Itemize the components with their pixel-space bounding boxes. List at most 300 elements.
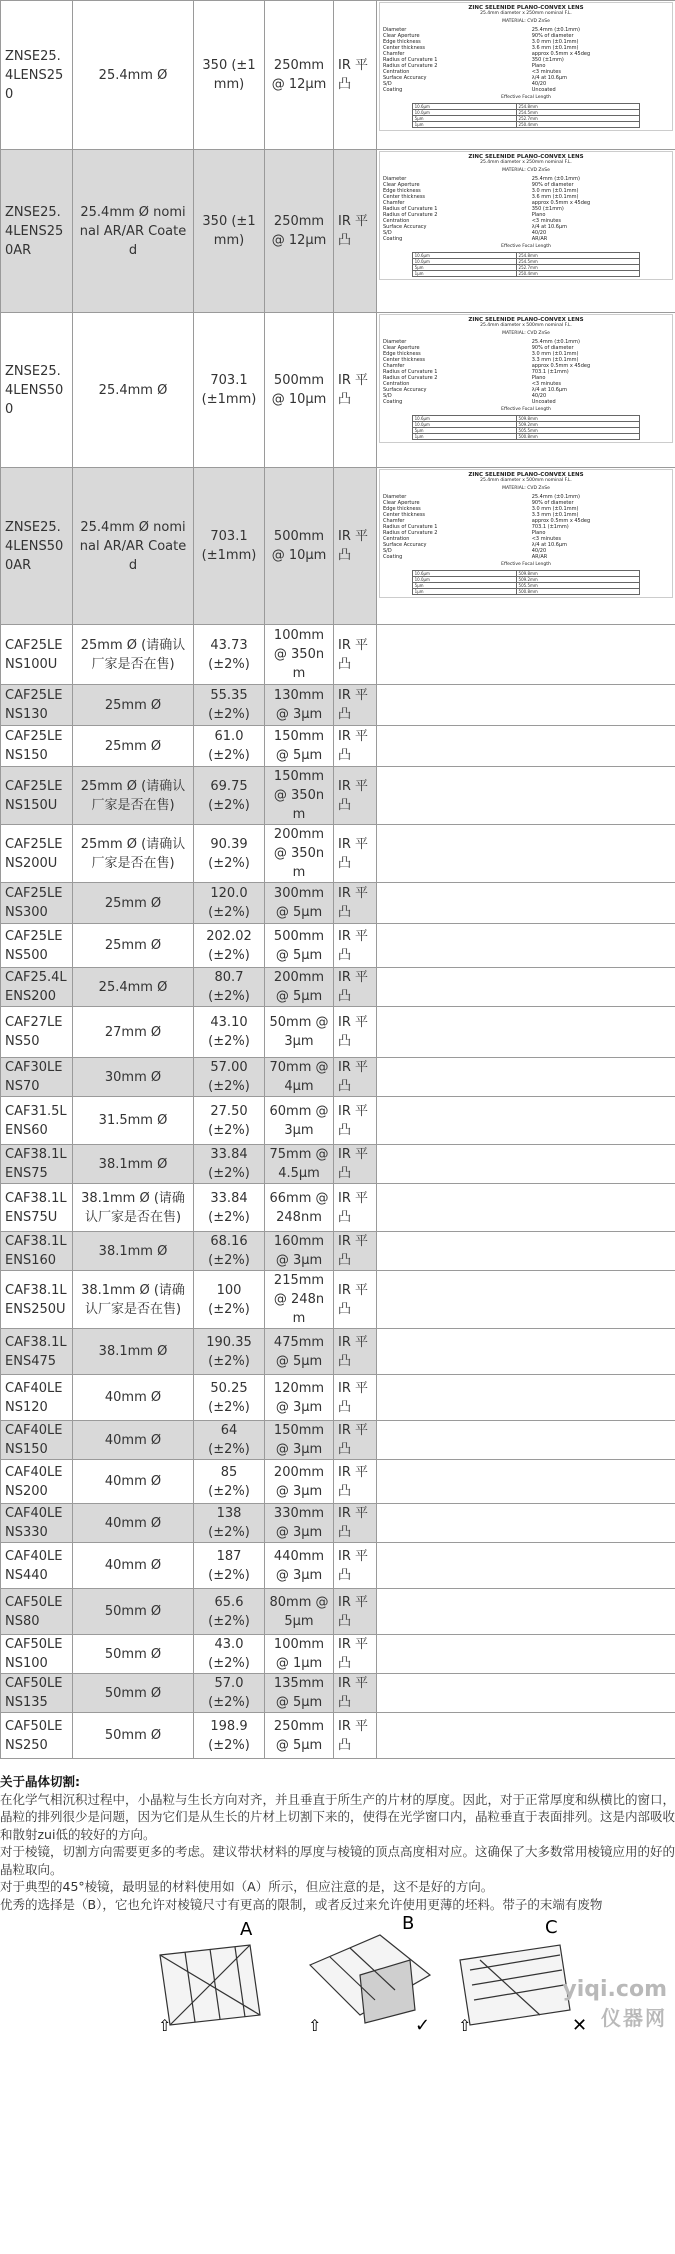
table-row	[1, 313, 675, 468]
focal-wavelength: 10.6μm	[412, 571, 516, 577]
cell-diameter: 25mm Ø	[73, 685, 194, 726]
focal-length: 254.5mm	[516, 259, 640, 265]
cell-diameter: 40mm Ø	[73, 1543, 194, 1589]
watermark-url: yiqi.com	[562, 1977, 667, 2002]
datasheet-spec-row	[383, 554, 669, 560]
crystal-cutting-notes	[0, 1759, 675, 1913]
focal-wavelength: 1μm	[412, 434, 516, 440]
cell-category: IR 平凸	[334, 1504, 377, 1543]
cell-category: IR 平凸	[334, 1543, 377, 1589]
cross-icon: ✕	[572, 2015, 588, 2033]
cell-diameter: 27mm Ø	[73, 1007, 194, 1058]
table-row	[1, 1097, 675, 1145]
spec-value: approx 0.5mm x 45deg	[531, 518, 591, 524]
cell-model: CAF50LENS135	[1, 1674, 73, 1713]
cell-focal-length: 43.73 (±2%)	[194, 625, 265, 685]
cell-datasheet	[377, 468, 675, 625]
cell-wavelength: 200mm @ 350nm	[265, 825, 334, 883]
cell-category: IR 平凸	[334, 685, 377, 726]
spec-value: 25.4mm (±0.1mm)	[531, 494, 580, 500]
cell-category: IR 平凸	[334, 1589, 377, 1635]
cell-category: IR 平凸	[334, 1184, 377, 1232]
focal-length: 500.8mm	[516, 589, 640, 595]
focal-table-row	[412, 434, 640, 440]
focal-wavelength: 5μm	[412, 583, 516, 589]
spec-label: S/D	[383, 81, 392, 87]
spec-label: Chamfer	[383, 51, 405, 57]
table-row	[1, 1713, 675, 1759]
cell-focal-length: 64 (±2%)	[194, 1421, 265, 1460]
cell-category: IR 平凸	[334, 1007, 377, 1058]
watermark	[562, 1977, 667, 2031]
focal-length: 250.4mm	[516, 122, 640, 128]
spec-value: 3.6 mm (±0.1mm)	[531, 194, 579, 200]
table-row	[1, 685, 675, 726]
spec-label: Centration	[383, 218, 410, 224]
focal-table	[412, 415, 641, 440]
focal-wavelength: 10.6μm	[412, 416, 516, 422]
cell-datasheet	[377, 625, 675, 685]
spec-label: Clear Aperture	[383, 182, 420, 188]
cell-category: IR 平凸	[334, 468, 377, 625]
focal-table-row	[412, 271, 640, 277]
cell-category: IR 平凸	[334, 313, 377, 468]
cell-focal-length: 138 (±2%)	[194, 1504, 265, 1543]
spec-label: Centration	[383, 381, 410, 387]
cell-focal-length: 61.0 (±2%)	[194, 726, 265, 767]
cell-wavelength: 100mm @ 1μm	[265, 1635, 334, 1674]
cell-datasheet	[377, 150, 675, 313]
spec-value: 40/20	[531, 548, 547, 554]
focal-length: 250.4mm	[516, 271, 640, 277]
cell-wavelength: 440mm @ 3μm	[265, 1543, 334, 1589]
focal-table	[412, 252, 641, 277]
cell-diameter: 25.4mm Ø	[73, 1, 194, 150]
spec-label: S/D	[383, 230, 392, 236]
spec-value: 90% of diameter	[531, 345, 574, 351]
focal-table	[412, 570, 641, 595]
cell-focal-length: 80.7 (±2%)	[194, 968, 265, 1007]
table-row	[1, 1421, 675, 1460]
spec-value: 40/20	[531, 81, 547, 87]
spec-value: <3 minutes	[531, 381, 561, 387]
cell-diameter: 50mm Ø	[73, 1713, 194, 1759]
cell-model: CAF38.1LENS75	[1, 1145, 73, 1184]
table-row	[1, 468, 675, 625]
focal-length: 509.2mm	[516, 577, 640, 583]
spec-label: Chamfer	[383, 518, 405, 524]
table-row	[1, 1058, 675, 1097]
focal-length: 500.8mm	[516, 434, 640, 440]
cell-wavelength: 250mm @ 12μm	[265, 150, 334, 313]
cell-wavelength: 500mm @ 5μm	[265, 924, 334, 968]
datasheet-spec-row	[383, 236, 669, 242]
cell-wavelength: 66mm @ 248nm	[265, 1184, 334, 1232]
spec-value: 3.0 mm (±0.1mm)	[531, 506, 579, 512]
cell-datasheet	[377, 1421, 675, 1460]
cell-diameter: 40mm Ø	[73, 1375, 194, 1421]
spec-label: Radius of Curvature 2	[383, 212, 438, 218]
spec-label: Center thickness	[383, 194, 426, 200]
spec-value: <3 minutes	[531, 69, 561, 75]
focal-length: 509.2mm	[516, 422, 640, 428]
cell-datasheet	[377, 1674, 675, 1713]
cell-model: CAF50LENS80	[1, 1589, 73, 1635]
spec-value: 703.1 (±1mm)	[531, 369, 569, 375]
focal-length: 505.5mm	[516, 428, 640, 434]
spec-label: Clear Aperture	[383, 345, 420, 351]
datasheet-title: ZINC SELENIDE PLANO-CONVEX LENS	[468, 154, 584, 160]
spec-label: Centration	[383, 69, 410, 75]
spec-label: Surface Accuracy	[383, 224, 427, 230]
cell-diameter: 38.1mm Ø	[73, 1232, 194, 1271]
label-a: A	[240, 1919, 253, 1940]
cell-category: IR 平凸	[334, 1058, 377, 1097]
focal-wavelength: 5μm	[412, 116, 516, 122]
cell-diameter: 25mm Ø	[73, 726, 194, 767]
focal-table-title: Effective Focal Length	[501, 244, 551, 249]
cell-diameter: 50mm Ø	[73, 1635, 194, 1674]
cell-model: ZNSE25.4LENS250	[1, 1, 73, 150]
focal-wavelength: 10.6μm	[412, 104, 516, 110]
cell-diameter: 38.1mm Ø	[73, 1329, 194, 1375]
focal-length: 509.8mm	[516, 571, 640, 577]
spec-value: Plano	[531, 530, 546, 536]
cell-focal-length: 57.0 (±2%)	[194, 1674, 265, 1713]
table-row	[1, 767, 675, 825]
spec-label: Radius of Curvature 2	[383, 63, 438, 69]
cell-focal-length: 43.10 (±2%)	[194, 1007, 265, 1058]
focal-table-row	[412, 122, 640, 128]
cell-model: CAF40LENS330	[1, 1504, 73, 1543]
cell-diameter: 25.4mm Ø nominal AR/AR Coated	[73, 150, 194, 313]
spec-value: 40/20	[531, 393, 547, 399]
watermark-logo: 仪器网	[601, 2006, 667, 2030]
cell-category: IR 平凸	[334, 1713, 377, 1759]
cell-diameter: 31.5mm Ø	[73, 1097, 194, 1145]
cell-wavelength: 160mm @ 3μm	[265, 1232, 334, 1271]
spec-label: S/D	[383, 393, 392, 399]
spec-value: Uncoated	[531, 87, 556, 93]
cell-datasheet	[377, 924, 675, 968]
cell-category: IR 平凸	[334, 1635, 377, 1674]
spec-label: Radius of Curvature 2	[383, 530, 438, 536]
spec-value: Uncoated	[531, 399, 556, 405]
focal-wavelength: 1μm	[412, 122, 516, 128]
cell-category: IR 平凸	[334, 1, 377, 150]
notes-paragraph-4: 优秀的选择是（B），它也允许对棱镜尺寸有更高的限制，或者反过来允许使用更薄的坯料。带子的末端有废物	[0, 1896, 603, 1912]
spec-value: λ/4 at 10.6μm	[531, 387, 567, 393]
cell-model: CAF25LENS200U	[1, 825, 73, 883]
cell-category: IR 平凸	[334, 1145, 377, 1184]
cell-wavelength: 200mm @ 5μm	[265, 968, 334, 1007]
cell-datasheet	[377, 883, 675, 924]
cell-focal-length: 120.0 (±2%)	[194, 883, 265, 924]
spec-label: Center thickness	[383, 45, 426, 51]
spec-value: AR/AR	[531, 236, 548, 242]
cell-wavelength: 100mm @ 350nm	[265, 625, 334, 685]
cell-diameter: 25.4mm Ø	[73, 313, 194, 468]
datasheet-title: ZINC SELENIDE PLANO-CONVEX LENS	[468, 317, 584, 323]
cell-wavelength: 475mm @ 5μm	[265, 1329, 334, 1375]
table-row	[1, 1145, 675, 1184]
notes-paragraph-3: 对于典型的45°棱镜，最明显的材料使用如（A）所示，但应注意的是，这不是好的方向。	[0, 1879, 494, 1894]
cell-focal-length: 350 (±1mm)	[194, 150, 265, 313]
spec-label: Diameter	[383, 494, 407, 500]
cell-focal-length: 69.75 (±2%)	[194, 767, 265, 825]
cell-focal-length: 50.25 (±2%)	[194, 1375, 265, 1421]
cell-datasheet	[377, 726, 675, 767]
datasheet-material: MATERIAL: CVD ZnSe	[502, 331, 550, 336]
cell-wavelength: 300mm @ 5μm	[265, 883, 334, 924]
spec-value: <3 minutes	[531, 536, 561, 542]
cell-category: IR 平凸	[334, 1421, 377, 1460]
cell-focal-length: 55.35 (±2%)	[194, 685, 265, 726]
cell-wavelength: 150mm @ 5μm	[265, 726, 334, 767]
table-row	[1, 1674, 675, 1713]
cell-datasheet	[377, 825, 675, 883]
spec-label: Diameter	[383, 339, 407, 345]
cell-diameter: 25mm Ø (请确认厂家是否在售)	[73, 767, 194, 825]
table-row	[1, 1184, 675, 1232]
cell-focal-length: 33.84 (±2%)	[194, 1145, 265, 1184]
spec-value: 90% of diameter	[531, 33, 574, 39]
cell-diameter: 25mm Ø	[73, 883, 194, 924]
datasheet-subtitle: 25.4mm diameter x 500mm nominal F.L.	[480, 323, 572, 328]
focal-table-row	[412, 589, 640, 595]
notes-paragraph-1: 在化学气相沉积过程中，小晶粒与生长方向对齐，并且垂直于所生产的片材的厚度。因此，对于正常厚度和纵横比的窗口，晶粒的排列很少是问题，因为它们是从生长的片材上切割下来的，使得在光学窗口内，晶粒垂直于表面排列。这是内部吸收和散射zui低的较好的方向。	[0, 1791, 675, 1842]
cell-model: CAF38.1LENS250U	[1, 1271, 73, 1329]
cell-focal-length: 65.6 (±2%)	[194, 1589, 265, 1635]
cell-diameter: 38.1mm Ø (请确认厂家是否在售)	[73, 1184, 194, 1232]
datasheet-subtitle: 25.4mm diameter x 500mm nominal F.L.	[480, 478, 572, 483]
cell-model: ZNSE25.4LENS500AR	[1, 468, 73, 625]
spec-value: 3.0 mm (±0.1mm)	[531, 188, 579, 194]
cell-model: CAF40LENS120	[1, 1375, 73, 1421]
cell-focal-length: 68.16 (±2%)	[194, 1232, 265, 1271]
cell-wavelength: 200mm @ 3μm	[265, 1460, 334, 1504]
cell-wavelength: 50mm @ 3μm	[265, 1007, 334, 1058]
cell-diameter: 25.4mm Ø	[73, 968, 194, 1007]
cell-focal-length: 350 (±1mm)	[194, 1, 265, 150]
datasheet-thumbnail	[379, 469, 673, 598]
cell-focal-length: 703.1 (±1mm)	[194, 313, 265, 468]
cell-wavelength: 330mm @ 3μm	[265, 1504, 334, 1543]
cell-wavelength: 250mm @ 5μm	[265, 1713, 334, 1759]
spec-label: Surface Accuracy	[383, 542, 427, 548]
spec-label: Clear Aperture	[383, 33, 420, 39]
spec-label: Coating	[383, 399, 403, 405]
cell-model: CAF50LENS250	[1, 1713, 73, 1759]
cell-datasheet	[377, 1375, 675, 1421]
focal-table-title: Effective Focal Length	[501, 407, 551, 412]
table-row	[1, 726, 675, 767]
cell-diameter: 40mm Ø	[73, 1421, 194, 1460]
focal-wavelength: 10.0μm	[412, 110, 516, 116]
cell-datasheet	[377, 685, 675, 726]
datasheet-spec-row	[383, 399, 669, 405]
cell-datasheet	[377, 1232, 675, 1271]
cell-model: CAF31.5LENS60	[1, 1097, 73, 1145]
cell-datasheet	[377, 1713, 675, 1759]
cell-model: CAF27LENS50	[1, 1007, 73, 1058]
table-row	[1, 825, 675, 883]
cell-model: CAF40LENS200	[1, 1460, 73, 1504]
datasheet-thumbnail	[379, 314, 673, 443]
focal-wavelength: 10.0μm	[412, 577, 516, 583]
cell-datasheet	[377, 1589, 675, 1635]
cell-model: CAF25LENS100U	[1, 625, 73, 685]
spec-value: approx 0.5mm x 45deg	[531, 51, 591, 57]
spec-value: 25.4mm (±0.1mm)	[531, 176, 580, 182]
cell-category: IR 平凸	[334, 1375, 377, 1421]
cell-diameter: 25.4mm Ø nominal AR/AR Coated	[73, 468, 194, 625]
spec-value: approx 0.5mm x 45deg	[531, 200, 591, 206]
cell-wavelength: 70mm @ 4μm	[265, 1058, 334, 1097]
spec-value: 3.3 mm (±0.1mm)	[531, 357, 579, 363]
prism-option-b	[310, 1935, 430, 2023]
check-icon: ✓	[415, 2015, 431, 2033]
spec-value: 90% of diameter	[531, 500, 574, 506]
cell-category: IR 平凸	[334, 150, 377, 313]
cell-diameter: 25mm Ø (请确认厂家是否在售)	[73, 825, 194, 883]
cell-wavelength: 120mm @ 3μm	[265, 1375, 334, 1421]
spec-label: Coating	[383, 554, 403, 560]
notes-paragraph-2: 对于棱镜，切割方向需要更多的考虑。建议带状材料的厚度与棱镜的顶点高度相对应。这确保了大多数常用棱镜应用的好的晶粒取向。	[0, 1844, 675, 1877]
spec-label: Surface Accuracy	[383, 75, 427, 81]
cell-diameter: 25mm Ø (请确认厂家是否在售)	[73, 625, 194, 685]
cell-model: CAF25LENS150U	[1, 767, 73, 825]
cell-focal-length: 198.9 (±2%)	[194, 1713, 265, 1759]
prism-diagram	[140, 1915, 600, 2033]
spec-value: 350 (±1mm)	[531, 206, 564, 212]
cell-datasheet	[377, 1, 675, 150]
table-row	[1, 968, 675, 1007]
table-row	[1, 1543, 675, 1589]
cell-model: CAF30LENS70	[1, 1058, 73, 1097]
table-row	[1, 150, 675, 313]
datasheet-material: MATERIAL: CVD ZnSe	[502, 486, 550, 491]
datasheet-thumbnail	[379, 151, 673, 280]
cell-diameter: 25mm Ø	[73, 924, 194, 968]
focal-table-title: Effective Focal Length	[501, 95, 551, 100]
cell-focal-length: 27.50 (±2%)	[194, 1097, 265, 1145]
cell-diameter: 50mm Ø	[73, 1674, 194, 1713]
cell-datasheet	[377, 1329, 675, 1375]
table-row	[1, 1007, 675, 1058]
datasheet-material: MATERIAL: CVD ZnSe	[502, 19, 550, 24]
datasheet-subtitle: 25.4mm diameter x 250mm nominal F.L.	[480, 160, 572, 165]
spec-value: λ/4 at 10.6μm	[531, 75, 567, 81]
table-row	[1, 1329, 675, 1375]
cell-datasheet	[377, 1543, 675, 1589]
cell-datasheet	[377, 1460, 675, 1504]
spec-label: Radius of Curvature 2	[383, 375, 438, 381]
cell-model: CAF25LENS500	[1, 924, 73, 968]
datasheet-thumbnail	[379, 2, 673, 131]
cell-diameter: 38.1mm Ø	[73, 1145, 194, 1184]
cell-model: CAF25LENS150	[1, 726, 73, 767]
cell-datasheet	[377, 767, 675, 825]
cell-wavelength: 75mm @ 4.5μm	[265, 1145, 334, 1184]
spec-label: Surface Accuracy	[383, 387, 427, 393]
table-row	[1, 1271, 675, 1329]
cell-wavelength: 500mm @ 10μm	[265, 468, 334, 625]
cell-focal-length: 57.00 (±2%)	[194, 1058, 265, 1097]
focal-wavelength: 1μm	[412, 271, 516, 277]
cell-category: IR 平凸	[334, 1271, 377, 1329]
spec-value: 350 (±1mm)	[531, 57, 564, 63]
cell-focal-length: 90.39 (±2%)	[194, 825, 265, 883]
datasheet-subtitle: 25.4mm diameter x 250mm nominal F.L.	[480, 11, 572, 16]
cell-diameter: 38.1mm Ø (请确认厂家是否在售)	[73, 1271, 194, 1329]
cell-wavelength: 215mm @ 248nm	[265, 1271, 334, 1329]
cell-category: IR 平凸	[334, 825, 377, 883]
table-row	[1, 1460, 675, 1504]
focal-wavelength: 10.0μm	[412, 422, 516, 428]
spec-value: approx 0.5mm x 45deg	[531, 363, 591, 369]
cell-model: CAF38.1LENS160	[1, 1232, 73, 1271]
spec-label: Chamfer	[383, 363, 405, 369]
datasheet-title: ZINC SELENIDE PLANO-CONVEX LENS	[468, 472, 584, 478]
spec-label: Coating	[383, 87, 403, 93]
spec-label: Diameter	[383, 27, 407, 33]
cell-datasheet	[377, 1271, 675, 1329]
spec-label: Centration	[383, 536, 410, 542]
spec-value: 3.6 mm (±0.1mm)	[531, 45, 579, 51]
cell-focal-length: 33.84 (±2%)	[194, 1184, 265, 1232]
prism-cutting-figures	[0, 1915, 675, 2033]
cell-wavelength: 500mm @ 10μm	[265, 313, 334, 468]
spec-label: Radius of Curvature 1	[383, 369, 438, 375]
cell-category: IR 平凸	[334, 883, 377, 924]
prism-option-a	[160, 1945, 260, 2025]
cell-datasheet	[377, 1058, 675, 1097]
prism-option-c	[460, 1945, 570, 2025]
cell-wavelength: 130mm @ 3μm	[265, 685, 334, 726]
spec-value: 25.4mm (±0.1mm)	[531, 339, 580, 345]
cell-datasheet	[377, 968, 675, 1007]
cell-focal-length: 100 (±2%)	[194, 1271, 265, 1329]
cell-wavelength: 80mm @ 5μm	[265, 1589, 334, 1635]
spec-value: Plano	[531, 212, 546, 218]
focal-wavelength: 10.6μm	[412, 253, 516, 259]
cell-wavelength: 150mm @ 350nm	[265, 767, 334, 825]
cell-focal-length: 202.02 (±2%)	[194, 924, 265, 968]
arrow-up-icon: ⇧	[158, 2016, 172, 2033]
spec-label: Coating	[383, 236, 403, 242]
spec-label: Edge thickness	[383, 351, 421, 357]
focal-wavelength: 5μm	[412, 265, 516, 271]
spec-value: 25.4mm (±0.1mm)	[531, 27, 580, 33]
focal-length: 505.5mm	[516, 583, 640, 589]
spec-label: Radius of Curvature 1	[383, 206, 438, 212]
spec-label: Clear Aperture	[383, 500, 420, 506]
focal-length: 509.8mm	[516, 416, 640, 422]
cell-datasheet	[377, 1145, 675, 1184]
cell-wavelength: 60mm @ 3μm	[265, 1097, 334, 1145]
table-row	[1, 1375, 675, 1421]
focal-table-title: Effective Focal Length	[501, 562, 551, 567]
focal-wavelength: 5μm	[412, 428, 516, 434]
cell-model: CAF50LENS100	[1, 1635, 73, 1674]
table-row	[1, 1, 675, 150]
spec-value: 3.3 mm (±0.1mm)	[531, 512, 579, 518]
cell-datasheet	[377, 1097, 675, 1145]
table-row	[1, 1589, 675, 1635]
table-row	[1, 924, 675, 968]
table-row	[1, 1635, 675, 1674]
